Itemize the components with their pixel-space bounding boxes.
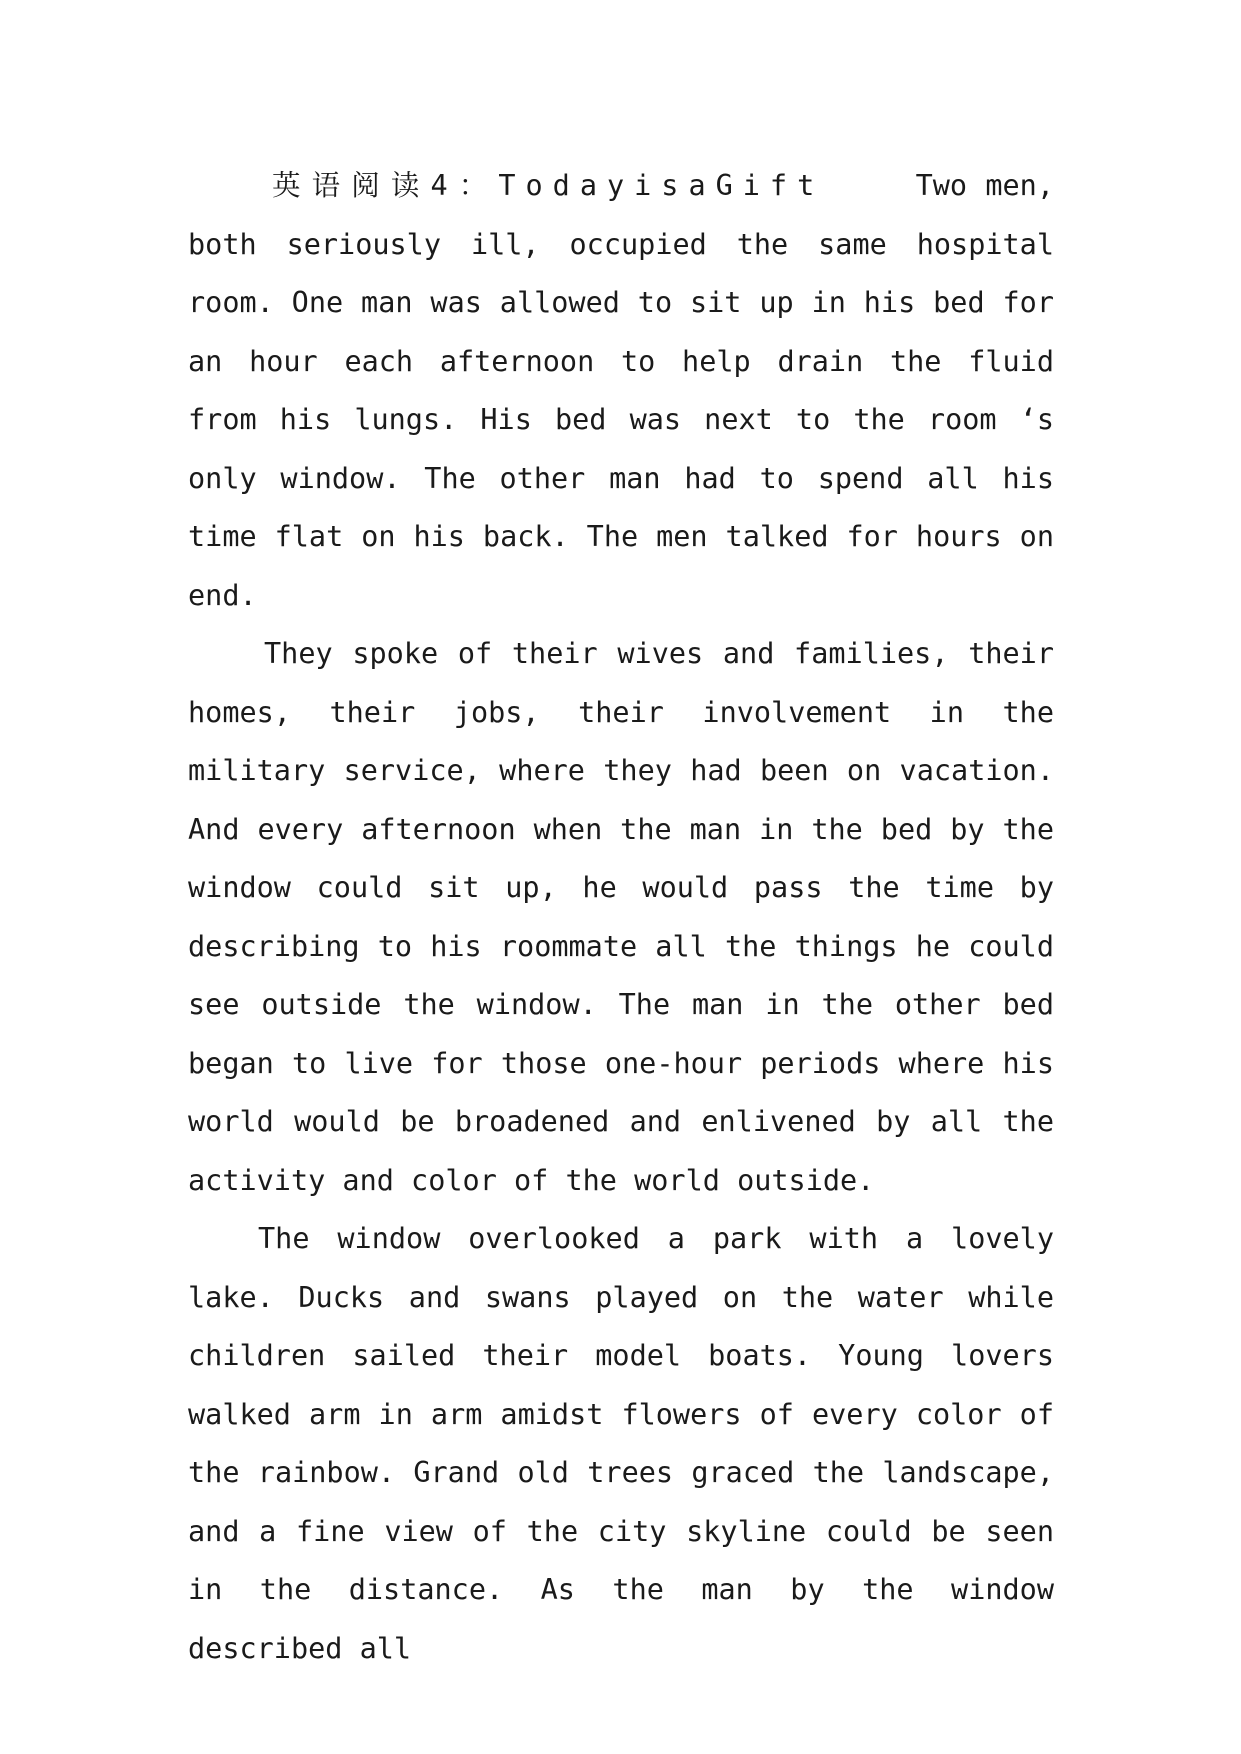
document-title: 英语阅读4：TodayisaGift: [272, 169, 825, 202]
paragraph-3: The window overlooked a park with a lovely lake. Ducks and swans played on the water while children sailed their model boats. Young lovers walked arm in arm amidst flowers of every color of the rainbow. Grand old trees graced the landscape, and a fine view of the city skyline could be seen in the distance. As the man by the window described all: [188, 1222, 1054, 1665]
document-body: [188, 157, 1054, 1678]
paragraph-2: They spoke of their wives and families, their homes, their jobs, their involvement in the military service, where they had been on vacation. And every afternoon when the man in the bed by the window could sit up, he would pass the time by describing to his roommate all the things he could see outside the window. The man in the other bed began to live for those one-hour periods where his world would be broadened and enlivened by all the activity and color of the world outside.: [188, 637, 1054, 1197]
paragraph-1: [188, 157, 1054, 625]
paragraph-1-text: Two men, both seriously ill, occupied the same hospital room. One man was allowed to sit up in his bed for an hour each afternoon to help drain the fluid from his lungs. His bed was next to the room ‘s only window. The other man had to spend all his time flat on his back. The men talked for hours on end.: [188, 169, 1054, 612]
